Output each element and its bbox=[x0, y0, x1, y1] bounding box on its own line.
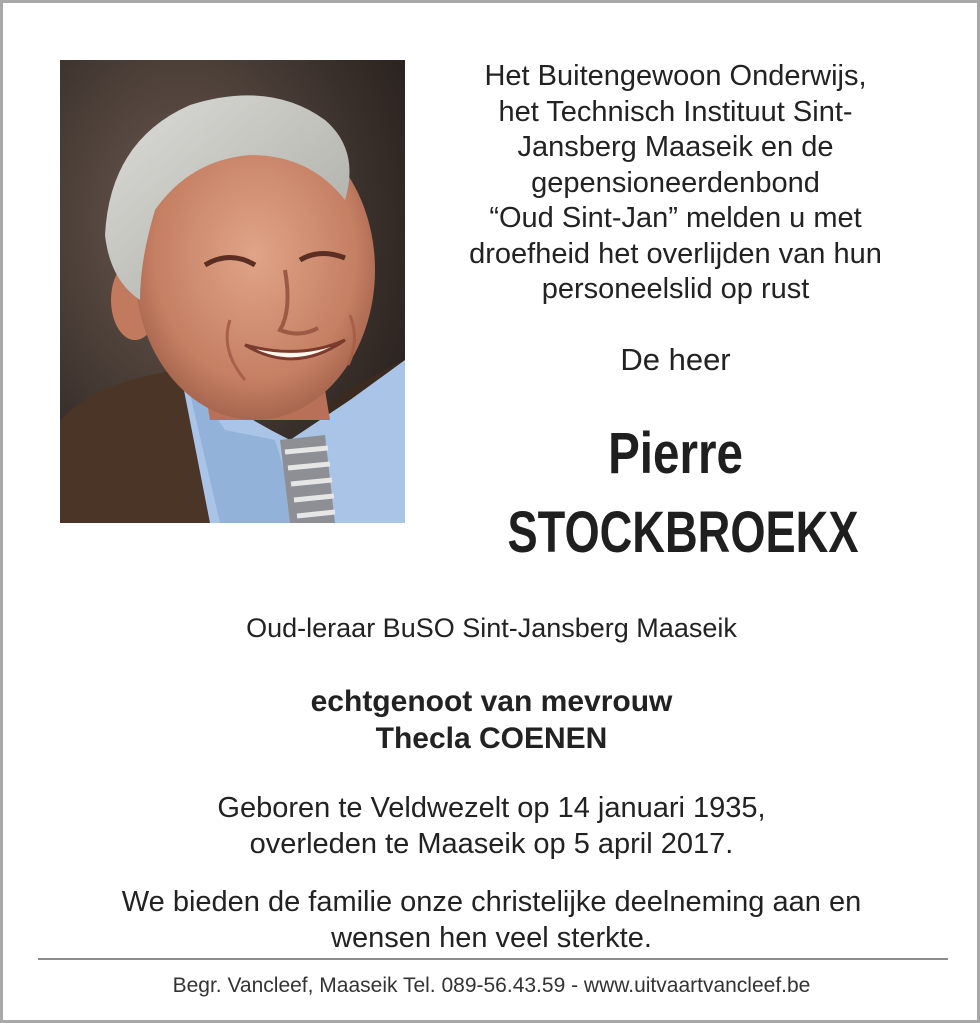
intro-line: “Oud Sint-Jan” melden u met bbox=[489, 202, 862, 234]
condolence-line: wensen hen veel sterkte. bbox=[331, 922, 652, 954]
spouse-intro: echtgenoot van mevrouw bbox=[310, 685, 673, 718]
former-role: Oud-leraar BuSO Sint-Jansberg Maaseik bbox=[246, 613, 737, 643]
intro-line: Het Buitengewoon Onderwijs, bbox=[484, 60, 867, 92]
intro-line: gepensioneerdenbond bbox=[531, 166, 820, 199]
deceased-last-name: STOCKBROEKX bbox=[507, 500, 859, 565]
spouse-block bbox=[3, 683, 980, 757]
intro-line: droefheid het overlijden van hun bbox=[469, 237, 882, 270]
portrait-photo bbox=[60, 60, 405, 523]
footer-divider bbox=[38, 958, 948, 960]
life-dates bbox=[3, 790, 980, 862]
death-line: overleden te Maaseik op 5 april 2017. bbox=[249, 828, 734, 860]
announcement-intro bbox=[433, 59, 918, 308]
intro-line: het Technisch Instituut Sint- bbox=[498, 95, 853, 128]
intro-line: personeelslid op rust bbox=[541, 273, 810, 305]
salutation: De heer bbox=[620, 342, 731, 377]
birth-line: Geboren te Veldwezelt op 14 januari 1935, bbox=[217, 792, 766, 824]
condolence-line: We bieden de familie onze christelijke deelneming aan en bbox=[121, 886, 862, 918]
spouse-name: Thecla COENEN bbox=[375, 722, 608, 755]
condolence-message bbox=[3, 884, 980, 956]
deceased-first-name: Pierre bbox=[608, 421, 743, 486]
funeral-home-footer: Begr. Vancleef, Maaseik Tel. 089-56.43.59 - www.uitvaartvancleef.be bbox=[172, 974, 811, 997]
intro-line: Jansberg Maaseik en de bbox=[517, 131, 834, 163]
